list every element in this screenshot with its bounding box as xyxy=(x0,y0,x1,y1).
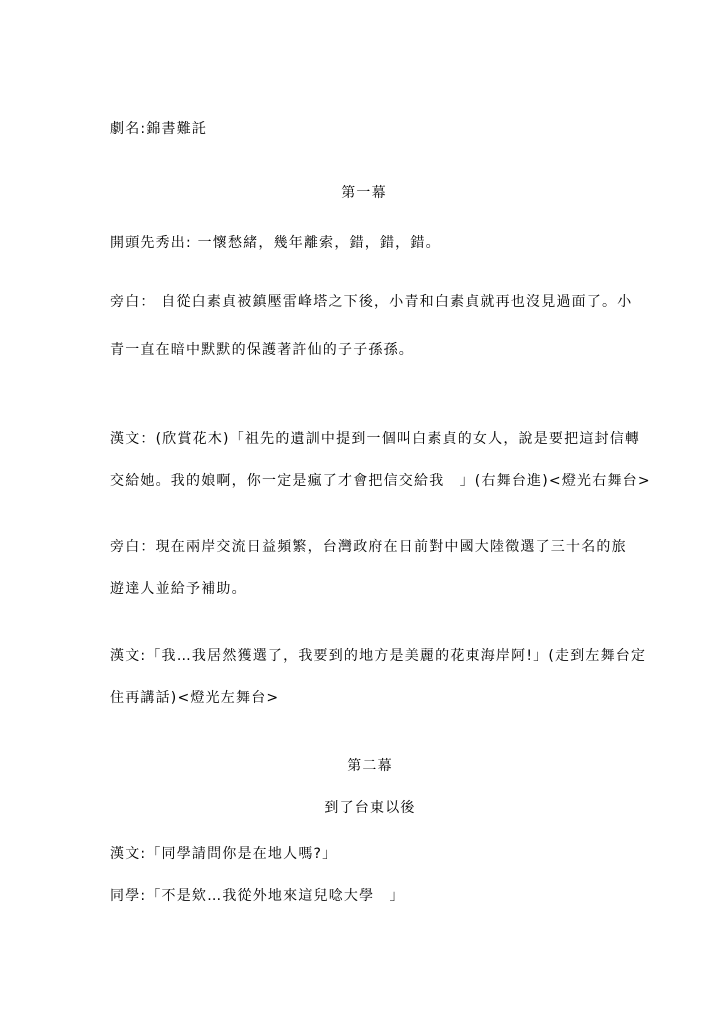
narration-2-line-2: 遊達人並給予補助。 xyxy=(110,581,247,597)
hanwen-dialogue-3: 漢文:「同學請問你是在地人嗎?」 xyxy=(110,846,338,862)
hanwen-dialogue-1-line-2: 交給她。我的娘啊，你一定是瘋了才會把信交給我 」(右舞台進)<燈光右舞台> xyxy=(110,473,651,489)
act-2-subheading: 到了台東以後 xyxy=(324,800,416,816)
narration-1-line-1: 旁白： 自從白素貞被鎮壓雷峰塔之下後，小青和白素貞就再也沒見過面了。小 xyxy=(110,294,633,310)
hanwen-dialogue-2-line-1: 漢文:「我…我居然獲選了，我要到的地方是美麗的花東海岸阿!」(走到左舞台定 xyxy=(110,648,647,664)
play-title: 劇名:錦書難託 xyxy=(110,121,208,137)
hanwen-dialogue-1-line-1: 漢文：(欣賞花木)「祖先的遺訓中提到一個叫白素貞的女人，說是要把這封信轉 xyxy=(110,431,641,447)
act-1-heading: 第一幕 xyxy=(341,185,387,201)
hanwen-dialogue-2-line-2: 住再講話)<燈光左舞台> xyxy=(110,690,280,706)
act-2-heading: 第二幕 xyxy=(347,758,393,774)
narration-2-line-1: 旁白：現在兩岸交流日益頻繁，台灣政府在日前對中國大陸徵選了三十名的旅 xyxy=(110,539,627,555)
narration-1-line-2: 青一直在暗中默默的保護著許仙的子子孫孫。 xyxy=(110,342,414,358)
opening-line: 開頭先秀出: 一懷愁緒，幾年離索，錯，錯，錯。 xyxy=(110,235,441,251)
classmate-dialogue-1: 同學:「不是欸…我從外地來這兒唸大學 」 xyxy=(110,888,405,904)
